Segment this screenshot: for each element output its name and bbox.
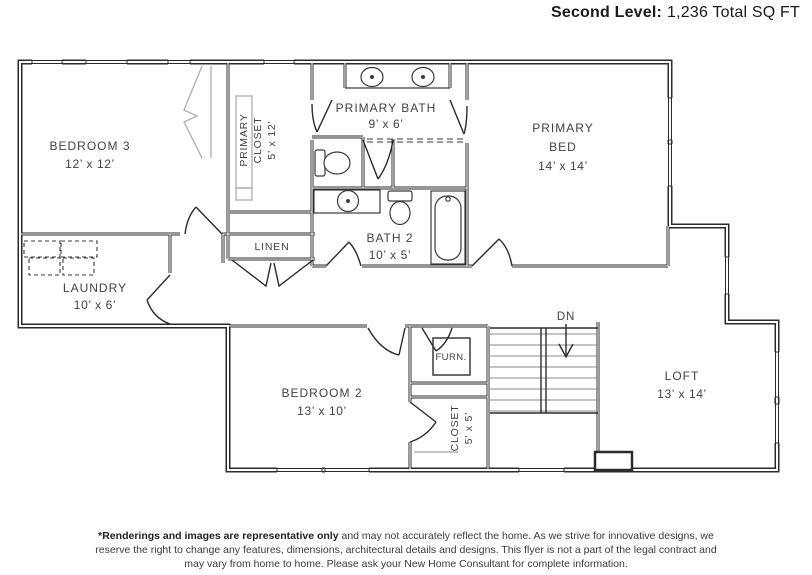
window-icon — [32, 59, 62, 66]
stairs-dn-label: DN — [556, 311, 576, 323]
primary-bed-label-line2: BED — [549, 140, 577, 154]
window-icon — [277, 467, 322, 474]
laundry-label: LAUNDRY — [62, 281, 128, 295]
bedroom2-dims: 13’ x 10’ — [297, 404, 347, 418]
washer-dryer-icon — [24, 241, 97, 275]
bedroom2-label: BEDROOM 2 — [281, 386, 363, 400]
bath2-label: BATH 2 — [366, 231, 414, 245]
door-linen — [232, 260, 313, 286]
closet2-dims: 5’ x 5’ — [463, 411, 475, 445]
door-water-closet — [363, 140, 393, 179]
stair-base-bumpout — [595, 452, 632, 470]
primary-bed-dims: 14’ x 14’ — [538, 159, 588, 173]
loft-label: LOFT — [664, 369, 700, 383]
window-icon — [724, 257, 731, 294]
sink-drain — [347, 200, 350, 203]
door-primary-bath-right — [450, 100, 467, 134]
window-icon — [774, 352, 781, 397]
furnace-label: FURN. — [435, 352, 467, 363]
closet2-label: CLOSET — [449, 404, 461, 452]
window-icon — [519, 467, 564, 474]
loft-dims: 13’ x 14’ — [657, 387, 707, 401]
door-laundry — [147, 275, 170, 324]
window-icon — [667, 144, 674, 186]
bath2-dims: 10’ x 5’ — [368, 248, 412, 262]
window-icon — [86, 59, 127, 66]
laundry-dims: 10’ x 6’ — [73, 298, 117, 312]
toilet-tank — [388, 191, 412, 201]
bedroom3-dims: 12’ x 12’ — [65, 157, 115, 171]
disclaimer-bold: *Renderings and images are representative only — [98, 530, 339, 542]
primary-bed-label-line1: PRIMARY — [532, 121, 594, 135]
level-label: Second Level: — [550, 4, 663, 21]
disclaimer-line-3: may vary from home to home. Please ask your New Home Consultant for complete information. — [184, 558, 628, 570]
door-bedroom3 — [185, 207, 222, 234]
disclaimer-line-1 — [0, 529, 812, 543]
tub-faucet — [446, 197, 450, 201]
sink-drain — [371, 76, 374, 79]
door-closet2 — [410, 402, 436, 442]
door-primary-bed — [472, 239, 512, 266]
toilet-icon — [324, 152, 350, 174]
window-icon — [667, 98, 674, 140]
bathtub-inner — [435, 196, 461, 260]
window-icon — [168, 59, 190, 66]
door-bath2 — [326, 242, 361, 266]
bedroom3-label: BEDROOM 3 — [49, 139, 131, 153]
primary-bath-label: PRIMARY BATH — [335, 101, 437, 115]
disclaimer — [0, 529, 812, 571]
primary-bath-dims: 9’ x 6’ — [368, 117, 404, 131]
primary-closet-label-line2: CLOSET — [252, 116, 264, 164]
door-bedroom2 — [368, 328, 405, 355]
linen-label: LINEN — [254, 241, 290, 253]
dn-arrow-icon — [559, 324, 573, 357]
window-icon — [774, 404, 781, 443]
stairs-icon — [490, 324, 598, 413]
disclaimer-line-2: reserve the right to change any features, dimensions, architectural details and designs. This flyer is not a part of the legal contract and — [95, 544, 717, 556]
disclaimer-line1-rest: and may not accurately reflect the home. As we strive for innovative designs, we — [338, 530, 714, 542]
primary-closet-label-line1: PRIMARY — [238, 113, 250, 167]
primary-closet-shelf-end — [236, 188, 252, 200]
sqft-text: 1,236 Total SQ FT — [667, 4, 800, 21]
sink-drain — [422, 76, 425, 79]
door-furnace — [422, 328, 452, 351]
window-icon — [325, 467, 369, 474]
shower-glass — [367, 139, 466, 142]
primary-closet-dims: 5’ x 12’ — [266, 120, 278, 160]
toilet-icon — [390, 202, 410, 225]
window-icon — [264, 59, 294, 66]
bifold-door-icon — [184, 66, 202, 158]
door-primary-bath-left — [312, 100, 332, 132]
